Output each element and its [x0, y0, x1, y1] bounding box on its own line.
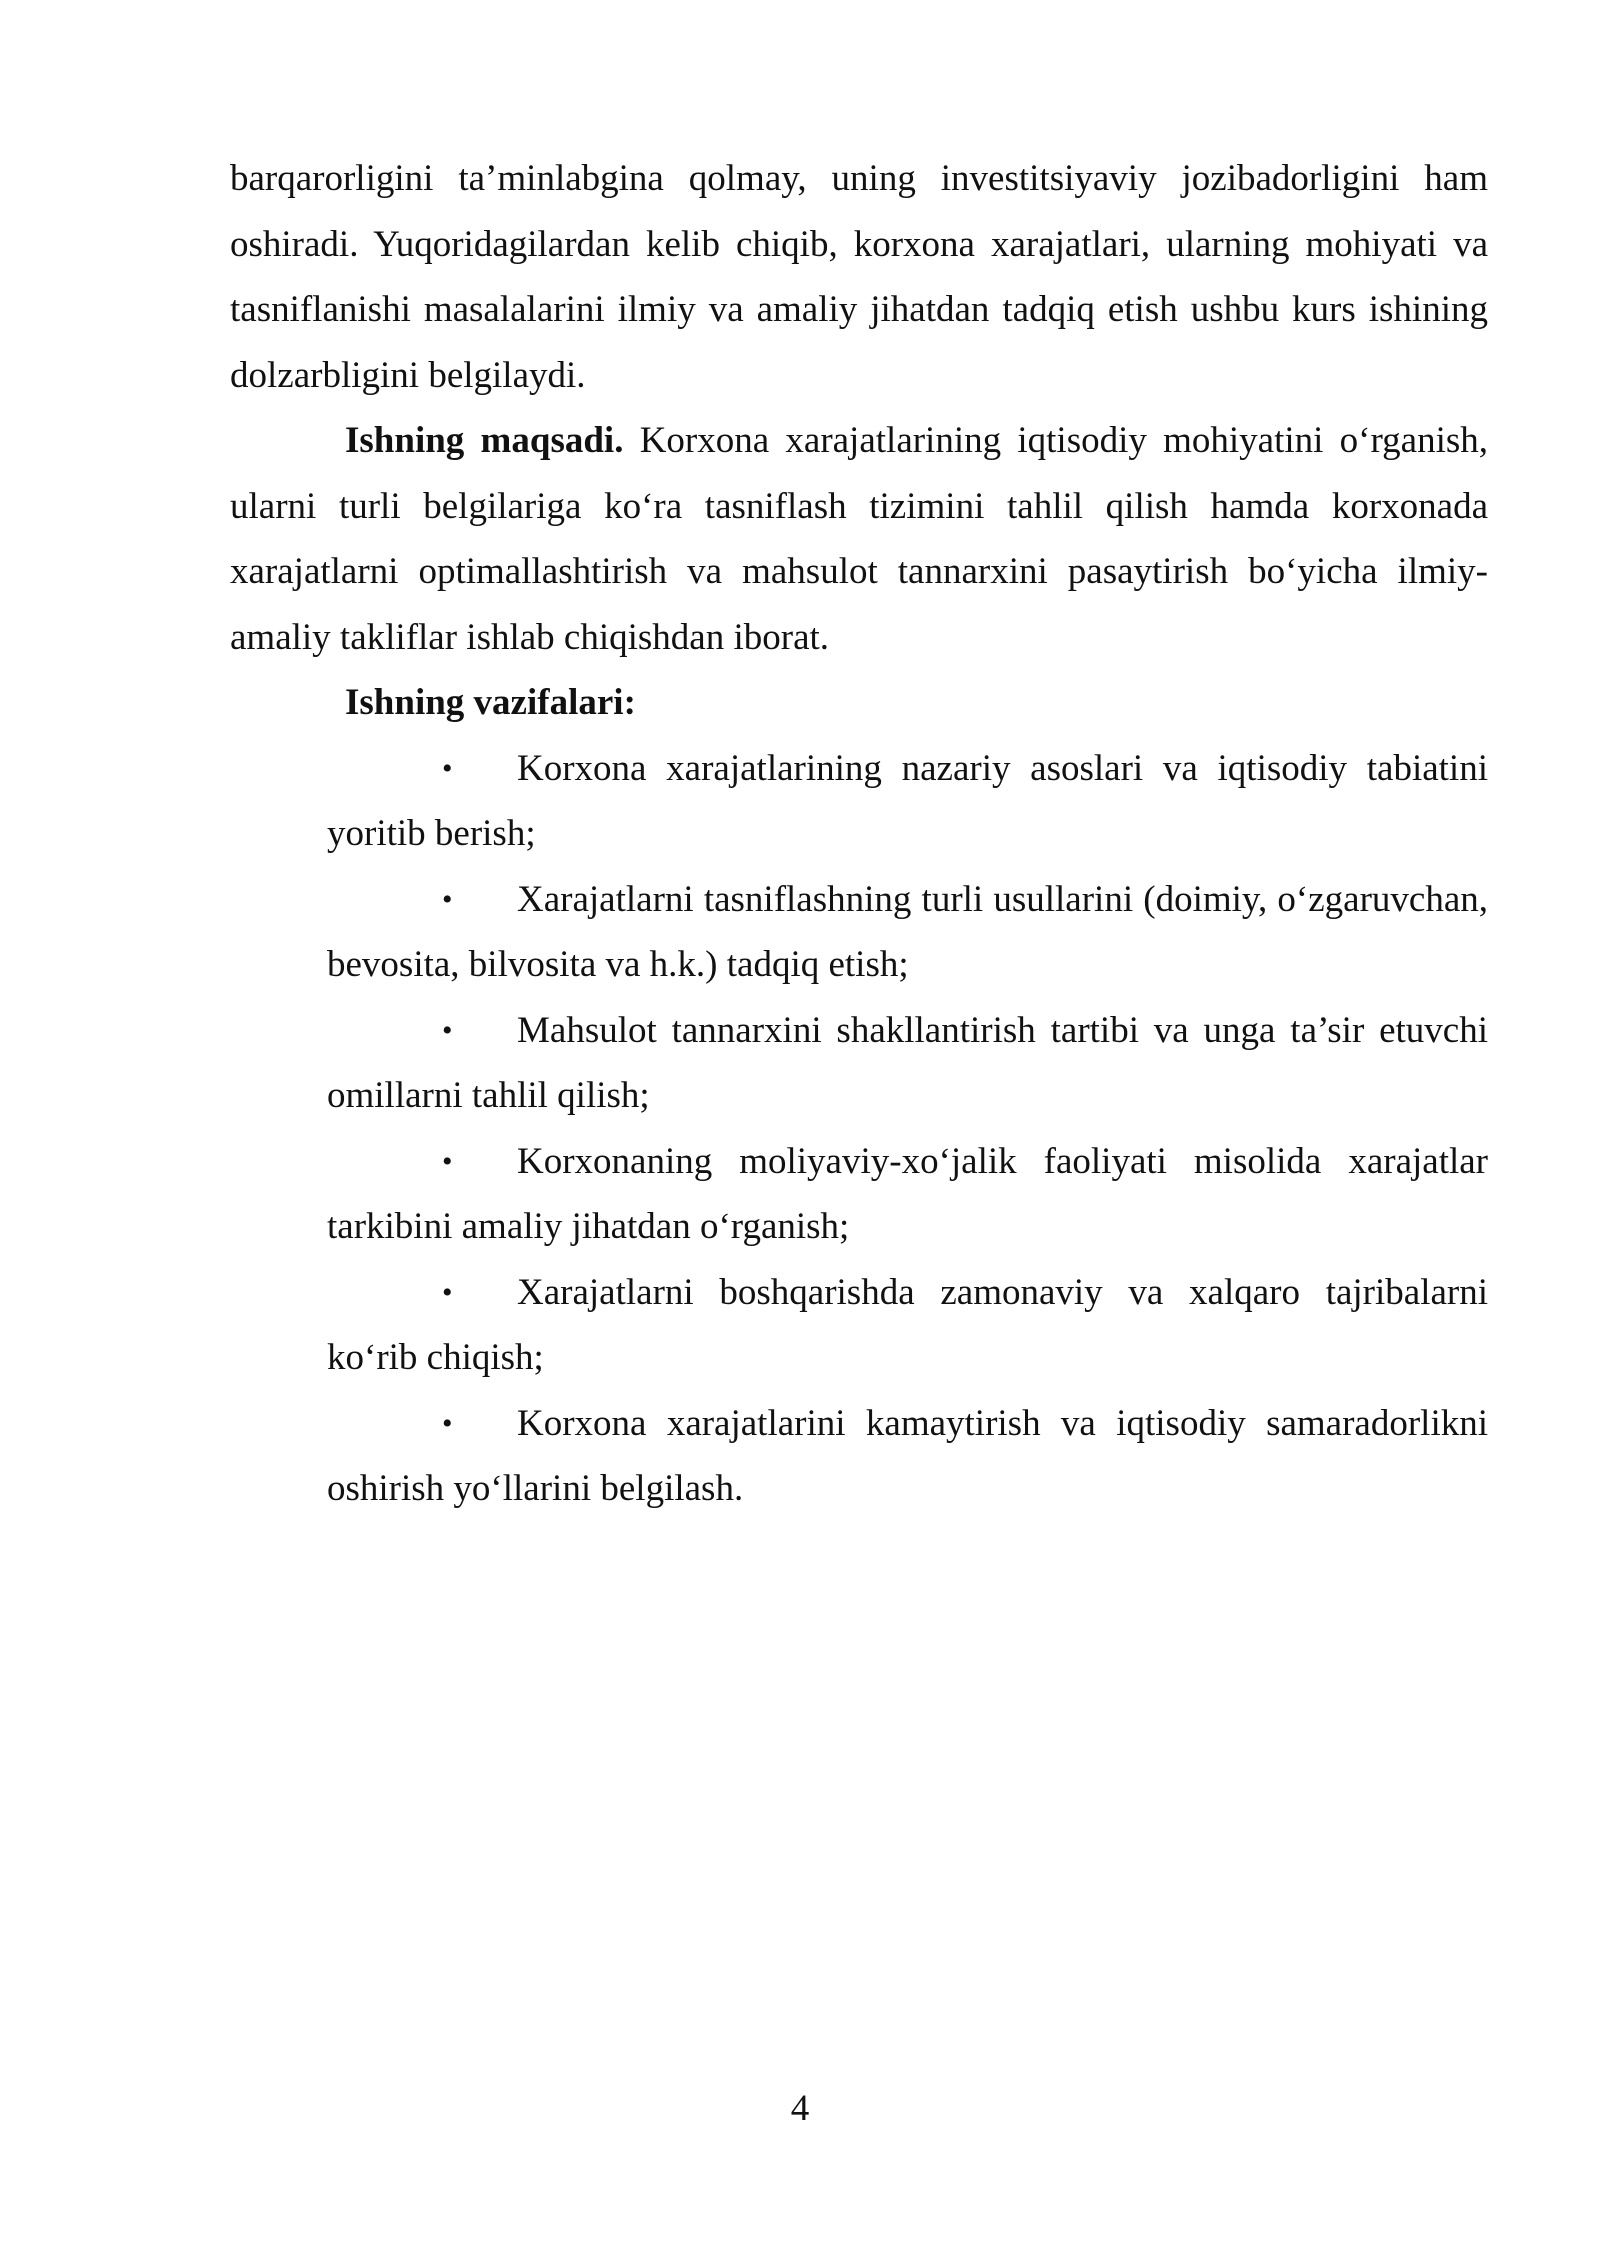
- bullet-icon: •: [442, 882, 453, 916]
- body-text: [230, 146, 1488, 1522]
- list-item: [327, 736, 1488, 867]
- page-number: 4: [790, 2088, 810, 2129]
- list-item: [327, 1260, 1488, 1391]
- task-text: Korxona xarajatlarining nazariy asoslari va iqtisodiy tabiatini yoritib berish;: [327, 747, 1488, 854]
- bullet-icon: •: [442, 751, 453, 785]
- tasks-heading: Ishning vazifalari:: [345, 682, 636, 723]
- list-item: [327, 867, 1488, 998]
- task-text: Xarajatlarni tasniflashning turli usullarini (doimiy, o‘zgaruvchan, bevosita, bilvosita va h.k.) tadqiq etish;: [327, 878, 1488, 985]
- task-text: Mahsulot tannarxini shakllantirish tartibi va unga ta’sir etuvchi omillarni tahlil qilish;: [327, 1009, 1488, 1116]
- list-item: [327, 1129, 1488, 1260]
- list-item: [327, 998, 1488, 1129]
- task-text: Xarajatlarni boshqarishda zamonaviy va xalqaro tajribalarni ko‘rib chiqish;: [327, 1271, 1488, 1378]
- bullet-icon: •: [442, 1275, 453, 1309]
- bullet-icon: •: [442, 1406, 453, 1440]
- task-text: Korxona xarajatlarini kamaytirish va iqtisodiy samaradorlikni oshirish yo‘llarini belgilash.: [327, 1402, 1488, 1509]
- goal-text: Korxona xarajatlarining iqtisodiy mohiyatini o‘rganish, ularni turli belgilariga ko‘ra tasniflash tizimini tahlil qilish hamda korxonada xarajatlarni optimallashtirish va mahsulot tannarxini pasaytirish bo‘yicha ilmiy-amaliy takliflar ishlab chiqishdan iborat.: [230, 420, 1488, 658]
- tasks-heading-paragraph: [230, 670, 1488, 736]
- task-text: Korxonaning moliyaviy-xo‘jalik faoliyati misolida xarajatlar tarkibini amaliy jihatdan o‘rganish;: [327, 1140, 1488, 1247]
- goal-paragraph: [230, 408, 1488, 670]
- tasks-list: [327, 736, 1488, 1522]
- goal-heading: Ishning maqsadi.: [345, 420, 624, 461]
- list-item: [327, 1391, 1488, 1522]
- intro-paragraph: barqarorligini ta’minlabgina qolmay, uning investitsiyaviy jozibadorligini ham oshiradi. Yuqoridagilardan kelib chiqib, korxona xarajatlari, ularning mohiyati va tasniflanishi masalalarini ilmiy va amaliy jihatdan tadqiq etish ushbu kurs ishining dolzarbligini belgilaydi.: [230, 158, 1488, 396]
- bullet-icon: •: [442, 1144, 453, 1178]
- bullet-icon: •: [442, 1013, 453, 1047]
